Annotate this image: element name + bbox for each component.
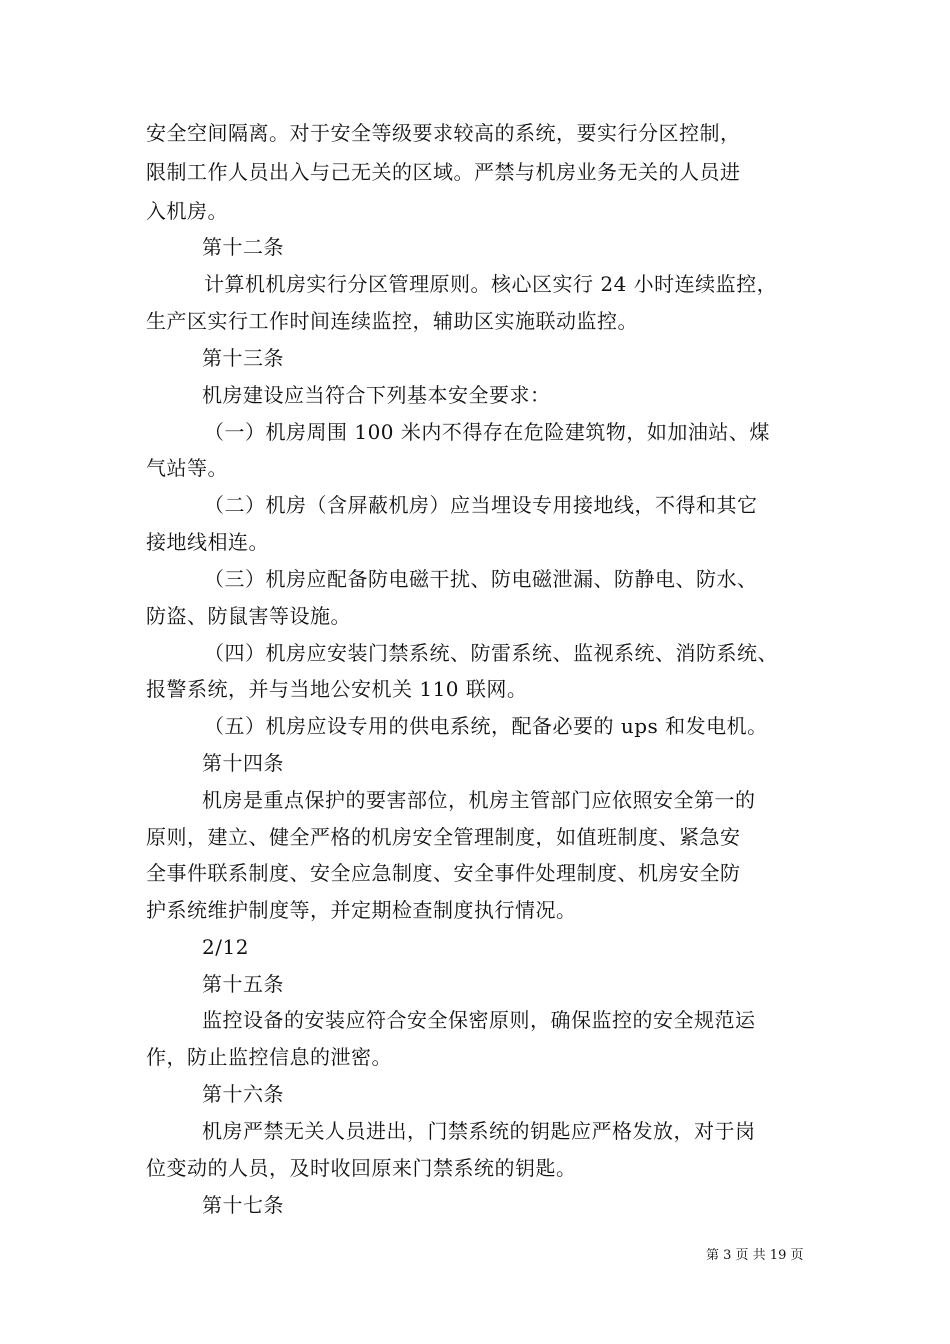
article-heading: 第十五条 [202,972,284,996]
text-line: 机房建设应当符合下列基本安全要求： [202,383,551,407]
text-line: 防盗、防鼠害等设施。 [146,604,351,628]
text-line: 限制工作人员出入与己无关的区域。严禁与机房业务无关的人员进 [146,160,741,184]
article-heading: 第十四条 [202,751,284,775]
text-line: 计算机机房实行分区管理原则。核心区实行 24 小时连续监控， [204,272,778,296]
article-heading: 第十二条 [202,235,284,259]
list-item: （五）机房应设专用的供电系统，配备必要的 ups 和发电机。 [204,714,768,738]
text-line: 全事件联系制度、安全应急制度、安全事件处理制度、机房安全防 [146,861,741,885]
list-item: （一）机房周围 100 米内不得存在危险建筑物，如加油站、煤 [204,420,770,444]
list-item: （四）机房应安装门禁系统、防雷系统、监视系统、消防系统、 [204,641,778,665]
text-line: 入机房。 [146,199,228,223]
text-line: 接地线相连。 [146,530,269,554]
text-line: 报警系统，并与当地公安机关 110 联网。 [146,677,528,701]
text-line: 生产区实行工作时间连续监控，辅助区实施联动监控。 [146,309,638,333]
article-heading: 第十七条 [202,1193,284,1217]
article-heading: 第十六条 [202,1082,284,1106]
text-line: 安全空间隔离。对于安全等级要求较高的系统，要实行分区控制， [146,121,741,145]
text-line: 机房是重点保护的要害部位，机房主管部门应依照安全第一的 [202,788,756,812]
text-line: 原则，建立、健全严格的机房安全管理制度，如值班制度、紧急安 [146,825,741,849]
list-item: （三）机房应配备防电磁干扰、防电磁泄漏、防静电、防水、 [204,567,758,591]
article-heading: 第十三条 [202,346,284,370]
text-line: 气站等。 [146,456,228,480]
text-line: 位变动的人员，及时收回原来门禁系统的钥匙。 [146,1156,577,1180]
page-marker: 2/12 [202,935,249,959]
text-line: 护系统维护制度等，并定期检查制度执行情况。 [146,898,577,922]
page-number-footer: 第 3 页 共 19 页 [706,1248,804,1263]
list-item: （二）机房（含屏蔽机房）应当埋设专用接地线，不得和其它 [204,493,758,517]
text-line: 作，防止监控信息的泄密。 [146,1045,392,1069]
text-line: 监控设备的安装应符合安全保密原则，确保监控的安全规范运 [202,1008,756,1032]
text-line: 机房严禁无关人员进出，门禁系统的钥匙应严格发放，对于岗 [202,1119,756,1143]
